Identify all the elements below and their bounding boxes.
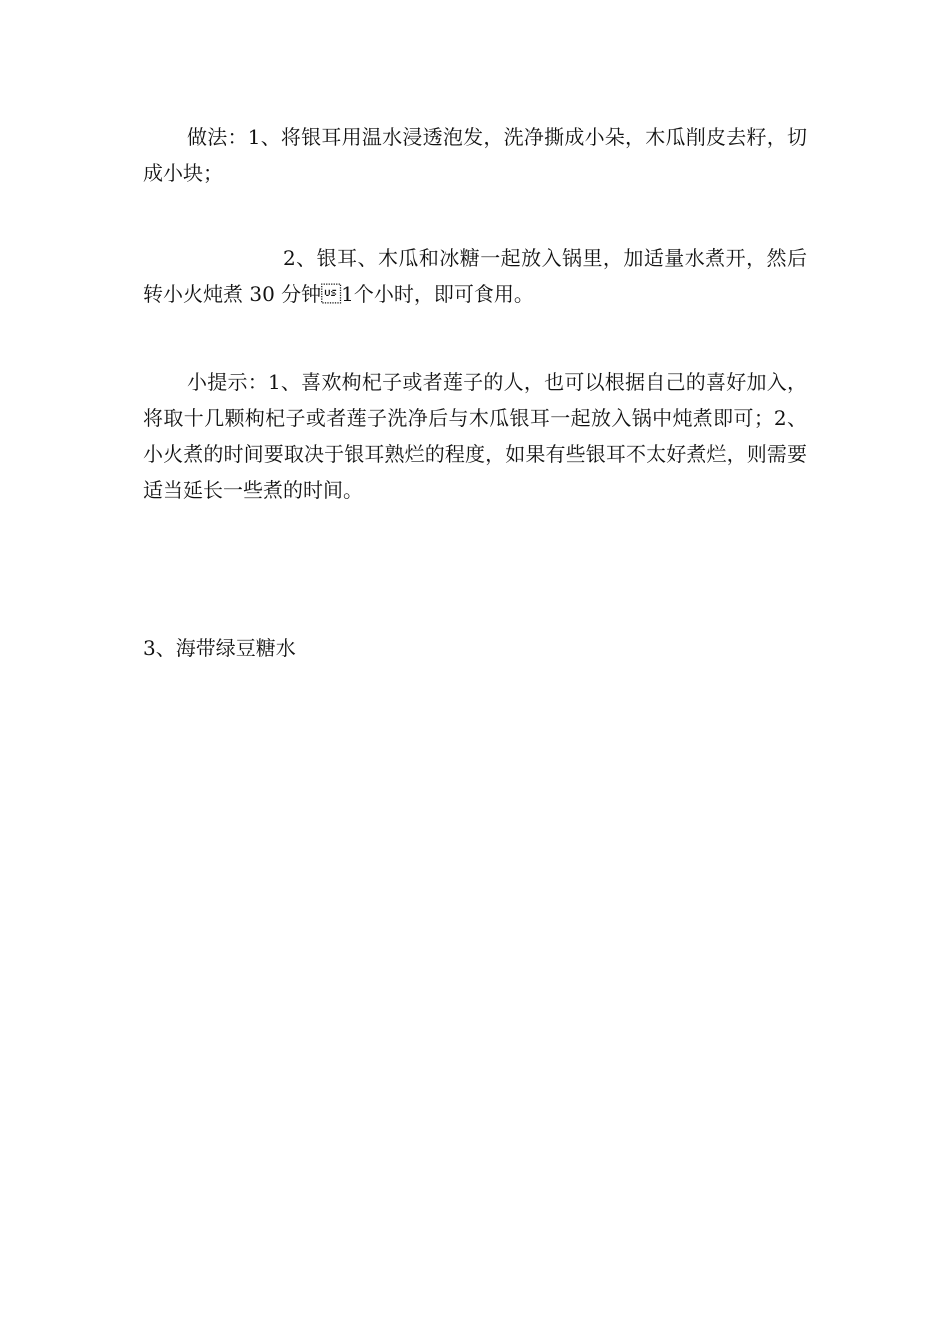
method-step-2-paragraph: 2、银耳、木瓜和冰糖一起放入锅里，加适量水煮开，然后转小火炖煮 30 分钟 1个小时，即可食用。 — [143, 246, 807, 306]
section-heading: 3、海带绿豆糖水 — [143, 636, 296, 660]
tips-paragraph: 小提示：1、喜欢枸杞子或者莲子的人，也可以根据自己的喜好加入，将取十几颗枸杞子或者莲子洗净后与木瓜银耳一起放入锅中炖煮即可；2、小火煮的时间要取决于银耳熟烂的程度，如果有些银耳不太好煮烂，则需要适当延长一些煮的时间。 — [143, 370, 807, 502]
method-step-1-paragraph: 做法：1、将银耳用温水浸透泡发，洗净撕成小朵，木瓜削皮去籽，切成小块； — [143, 125, 807, 185]
